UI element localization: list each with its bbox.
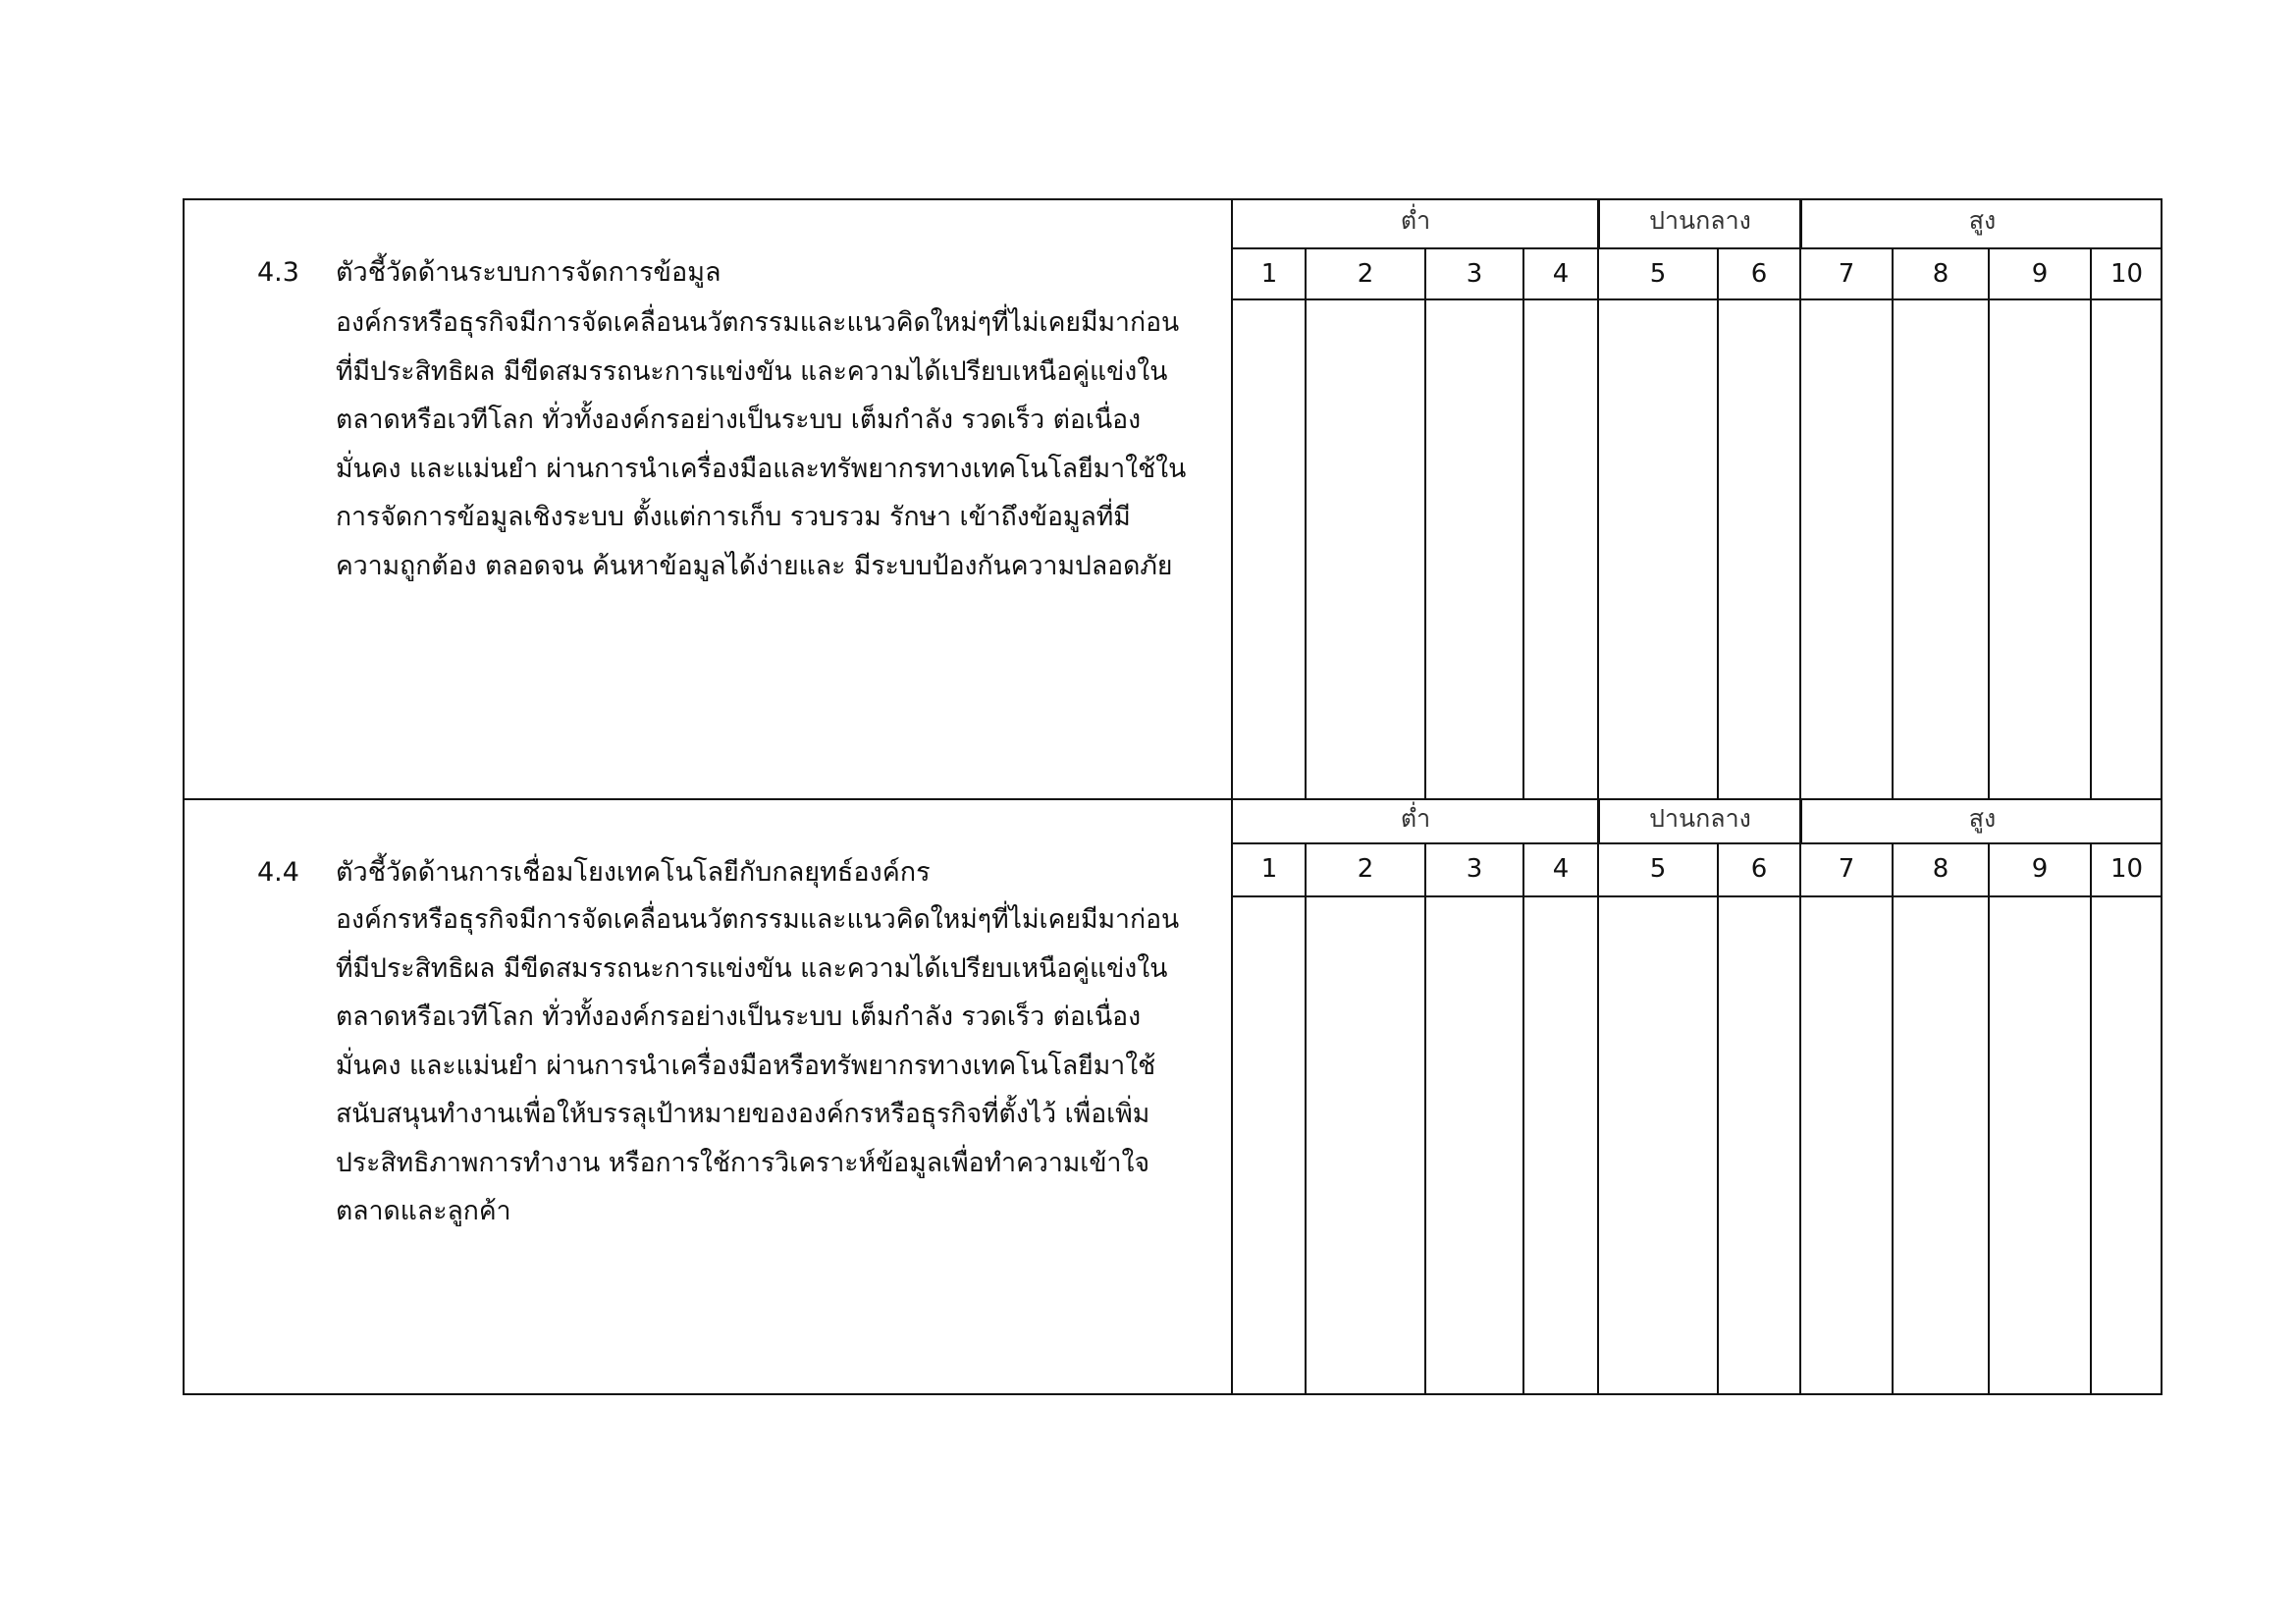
- grid-line: [1717, 844, 1719, 1395]
- rating-number-4: 4: [1552, 259, 1570, 289]
- description-line: มั่นคง และแม่นยำ ผ่านการนำเครื่องมือและทรัพยากรทางเทคโนโลยีมาใช้ใน: [336, 453, 1187, 484]
- grid-line: [1597, 198, 1599, 799]
- rating-number-row: [1233, 249, 2163, 300]
- score-cell-4[interactable]: [1523, 897, 1598, 1395]
- description-line: ที่มีประสิทธิผล มีขีดสมรรถนะการแข่งขัน และความได้เปรียบเหนือคู่แข่งใน: [336, 952, 1168, 984]
- description-line: ตลาดหรือเวทีโลก ทั่วทั้งองค์กรอย่างเป็นระบบ เต็มกำลัง รวดเร็ว ต่อเนื่อง: [336, 1001, 1142, 1032]
- rating-number-1: 1: [1260, 854, 1278, 884]
- grid-line: [1522, 249, 1524, 799]
- score-cell-10[interactable]: [2091, 300, 2163, 799]
- score-cell-9[interactable]: [1989, 300, 2091, 799]
- indicator-title: ตัวชี้วัดด้านระบบการจัดการข้อมูล: [336, 257, 721, 288]
- indicator-number: 4.3: [257, 257, 299, 288]
- band-medium-label: ปานกลาง: [1598, 198, 1800, 247]
- grid-line: [2090, 844, 2092, 1395]
- score-cell-10[interactable]: [2091, 897, 2163, 1395]
- rating-number-8: 8: [1932, 259, 1949, 289]
- band-low-label: ต่ำ: [1400, 206, 1431, 235]
- score-cell-3[interactable]: [1425, 897, 1523, 1395]
- grid-line: [2090, 249, 2092, 799]
- description-line: องค์กรหรือธุรกิจมีการจัดเคลื่อนนวัตกรรมและแนวคิดใหม่ๆที่ไม่เคยมีมาก่อน: [336, 307, 1180, 338]
- grid-line: [1988, 249, 1990, 799]
- rating-number-10: 10: [2109, 259, 2144, 289]
- rating-number-7: 7: [1838, 854, 1855, 884]
- grid-line: [1799, 198, 1801, 799]
- score-cell-5[interactable]: [1598, 300, 1718, 799]
- rating-number-6: 6: [1750, 259, 1768, 289]
- grid-line: [1892, 844, 1894, 1395]
- score-cell-4[interactable]: [1523, 300, 1598, 799]
- rating-number-8: 8: [1932, 854, 1949, 884]
- rating-number-6: 6: [1750, 854, 1768, 884]
- description-line: สนับสนุนทำงานเพื่อให้บรรลุเป้าหมายขององค์กรหรือธุรกิจที่ตั้งไว้ เพื่อเพิ่ม: [336, 1099, 1150, 1129]
- indicator-text-cell: [183, 198, 1231, 799]
- grid-line: [1892, 249, 1894, 799]
- grid-line: [1424, 844, 1426, 1395]
- score-cell-6[interactable]: [1718, 897, 1800, 1395]
- score-cell-8[interactable]: [1893, 300, 1989, 799]
- description-line: มั่นคง และแม่นยำ ผ่านการนำเครื่องมือหรือทรัพยากรทางเทคโนโลยีมาใช้: [336, 1050, 1156, 1081]
- indicator-section-4-4: [183, 799, 2163, 1395]
- score-cell-6[interactable]: [1718, 300, 1800, 799]
- rating-band-row: [1233, 799, 2163, 844]
- rating-number-1: 1: [1260, 259, 1278, 289]
- indicator-text-cell: [183, 799, 1231, 1395]
- rating-number-2: 2: [1357, 854, 1374, 884]
- rating-number-2: 2: [1357, 259, 1374, 289]
- grid-line: [1305, 249, 1307, 799]
- description-line: ที่มีประสิทธิผล มีขีดสมรรถนะการแข่งขัน และความได้เปรียบเหนือคู่แข่งใน: [336, 355, 1168, 387]
- rating-number-3: 3: [1466, 259, 1483, 289]
- score-cell-1[interactable]: [1233, 300, 1306, 799]
- indicator-section-4-3: [183, 198, 2163, 799]
- rating-number-10: 10: [2109, 854, 2144, 884]
- rating-number-7: 7: [1838, 259, 1855, 289]
- description-line: ความถูกต้อง ตลอดจน ค้นหาข้อมูลได้ง่ายและ มีระบบป้องกันความปลอดภัย: [336, 550, 1173, 581]
- grid-line: [1988, 844, 1990, 1395]
- rating-grid: [1231, 198, 2163, 799]
- description-line: ตลาดหรือเวทีโลก ทั่วทั้งองค์กรอย่างเป็นระบบ เต็มกำลัง รวดเร็ว ต่อเนื่อง: [336, 405, 1142, 435]
- grid-line: [1305, 844, 1307, 1395]
- score-cell-2[interactable]: [1306, 897, 1425, 1395]
- grid-line: [1597, 799, 1599, 1395]
- indicator-number: 4.4: [257, 857, 299, 888]
- rating-band-row: [1233, 198, 2163, 249]
- description-line: การจัดการข้อมูลเชิงระบบ ตั้งแต่การเก็บ รวบรวม รักษา เข้าถึงข้อมูลที่มี: [336, 502, 1131, 532]
- rating-number-row: [1233, 844, 2163, 897]
- band-high-label: สูง: [1800, 198, 2163, 247]
- grid-line: [1799, 799, 1801, 1395]
- score-cell-2[interactable]: [1306, 300, 1425, 799]
- rating-number-5: 5: [1649, 854, 1667, 884]
- rating-number-5: 5: [1649, 259, 1667, 289]
- rating-grid: [1231, 799, 2163, 1395]
- rating-number-4: 4: [1552, 854, 1570, 884]
- grid-line: [1522, 844, 1524, 1395]
- grid-line: [1424, 249, 1426, 799]
- rating-number-9: 9: [2031, 854, 2049, 884]
- band-low-label: ต่ำ: [1400, 804, 1431, 833]
- description-line: ตลาดและลูกค้า: [336, 1196, 511, 1226]
- description-line: ประสิทธิภาพการทำงาน หรือการใช้การวิเคราะห์ข้อมูลเพื่อทำความเข้าใจ: [336, 1147, 1150, 1178]
- score-cell-1[interactable]: [1233, 897, 1306, 1395]
- band-high-label: สูง: [1800, 799, 2163, 842]
- score-cell-7[interactable]: [1800, 897, 1893, 1395]
- score-cell-3[interactable]: [1425, 300, 1523, 799]
- description-line: องค์กรหรือธุรกิจมีการจัดเคลื่อนนวัตกรรมและแนวคิดใหม่ๆที่ไม่เคยมีมาก่อน: [336, 904, 1180, 935]
- score-cell-5[interactable]: [1598, 897, 1718, 1395]
- grid-line: [1717, 249, 1719, 799]
- rating-number-9: 9: [2031, 259, 2049, 289]
- rating-number-3: 3: [1466, 854, 1483, 884]
- score-cell-9[interactable]: [1989, 897, 2091, 1395]
- score-cell-8[interactable]: [1893, 897, 1989, 1395]
- score-cell-7[interactable]: [1800, 300, 1893, 799]
- band-medium-label: ปานกลาง: [1598, 799, 1800, 842]
- indicator-title: ตัวชี้วัดด้านการเชื่อมโยงเทคโนโลยีกับกลยุทธ์องค์กร: [336, 857, 931, 888]
